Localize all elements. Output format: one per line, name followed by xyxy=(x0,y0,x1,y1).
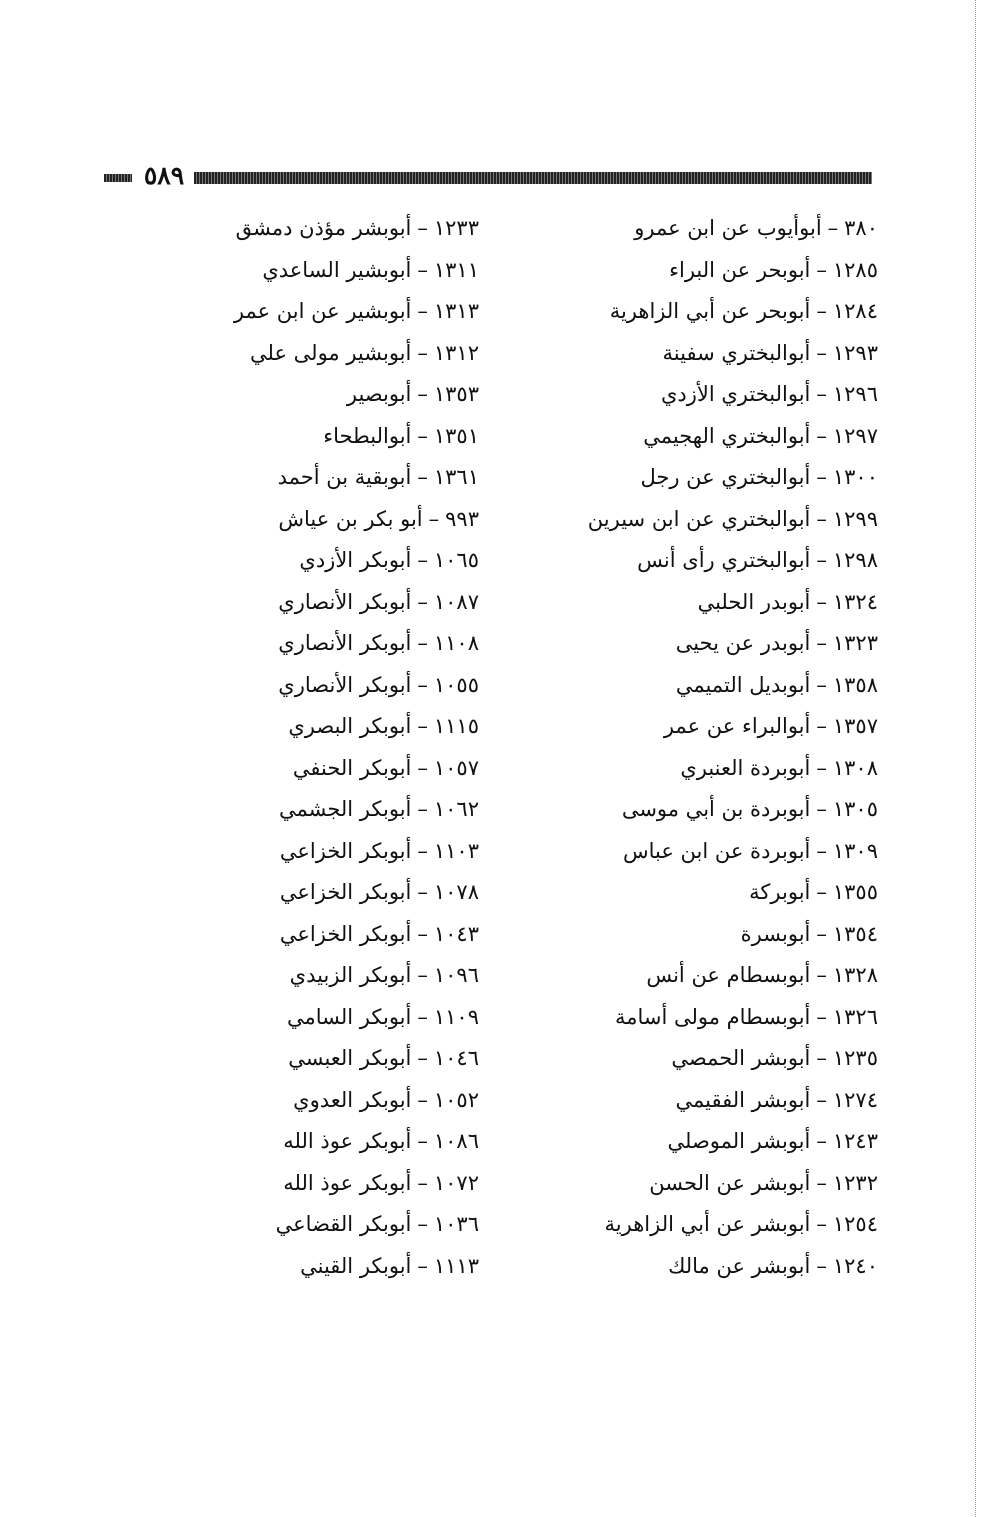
index-entry xyxy=(199,1080,479,1122)
entry-number: ١٠٥٥ xyxy=(433,672,479,697)
index-entry xyxy=(199,540,479,582)
index-entry xyxy=(199,1038,479,1080)
entry-number: ١٣٢٤ xyxy=(832,589,878,614)
entry-name: أبوبشر الموصلي xyxy=(667,1129,811,1153)
index-entry xyxy=(199,291,479,333)
entry-name: أبوالبختري سفينة xyxy=(662,340,811,365)
entry-number: ١٢٨٤ xyxy=(832,299,878,323)
entry-dash: – xyxy=(417,755,428,780)
entry-dash: – xyxy=(417,1170,428,1195)
index-entry xyxy=(578,706,878,748)
entry-number: ١٣٥١ xyxy=(433,423,479,448)
entry-name: أبوأيوب عن ابن عمرو xyxy=(634,216,822,240)
index-entry xyxy=(578,789,878,831)
entry-dash: – xyxy=(816,1212,827,1236)
entry-name: أبوبكر الجشمي xyxy=(278,797,412,821)
entry-dash: – xyxy=(816,921,827,946)
entry-name: أبوالبختري عن رجل xyxy=(640,465,811,489)
entry-number: ١٢٧٤ xyxy=(832,1087,878,1112)
index-entry xyxy=(199,623,479,665)
entry-number: ١٢٩٦ xyxy=(832,382,878,406)
index-entry xyxy=(578,208,878,250)
entry-number: ١٢٣٣ xyxy=(433,216,479,240)
entry-dash: – xyxy=(417,921,428,946)
entry-number: ١٠٥٢ xyxy=(433,1087,479,1112)
entry-name: أبوبشير الساعدي xyxy=(262,257,412,282)
entry-dash: – xyxy=(816,631,827,655)
index-entry xyxy=(199,333,479,375)
index-entry xyxy=(199,914,479,956)
entry-name: أبوبكر الزبيدي xyxy=(289,963,412,987)
entry-number: ١٠٧٢ xyxy=(433,1170,479,1195)
entry-dash: – xyxy=(417,880,428,904)
entry-number: ١٢٣٥ xyxy=(832,1046,878,1070)
entry-name: أبوبدر عن يحيى xyxy=(675,631,811,655)
entry-dash: – xyxy=(417,216,428,240)
index-entry xyxy=(578,582,878,624)
entry-number: ١١١٣ xyxy=(433,1253,479,1278)
index-entry xyxy=(578,914,878,956)
entry-number: ١٠٧٨ xyxy=(433,880,479,904)
index-entry xyxy=(578,416,878,458)
entry-name: أبوبركة xyxy=(749,880,811,904)
entry-name: أبوبشير عن ابن عمر xyxy=(233,299,412,323)
entry-name: أبوبقية بن أحمد xyxy=(277,465,412,489)
index-entry xyxy=(199,789,479,831)
entry-name: أبوبكر الأزدي xyxy=(299,548,412,572)
entry-dash: – xyxy=(816,880,827,904)
index-entry xyxy=(199,416,479,458)
entry-dash: – xyxy=(816,340,827,365)
entry-name: أبوبدر الحلبي xyxy=(697,589,811,614)
entry-dash: – xyxy=(816,589,827,614)
entry-name: أبوبحر عن أبي الزاهرية xyxy=(609,299,811,323)
entry-number: ١٣١١ xyxy=(433,257,479,282)
entry-name: أبوبسطام عن أنس xyxy=(646,963,811,987)
entry-dash: – xyxy=(417,797,428,821)
index-entry xyxy=(199,457,479,499)
index-entry xyxy=(199,872,479,914)
entry-number: ١٣٠٠ xyxy=(832,465,878,489)
entry-number: ١٣٥٨ xyxy=(832,672,878,697)
page-header xyxy=(104,161,872,191)
entry-dash: – xyxy=(417,299,428,323)
index-entry xyxy=(578,831,878,873)
index-entry xyxy=(199,1204,479,1246)
entry-name: أبوالبطحاء xyxy=(323,423,412,448)
entry-number: ١٣٥٣ xyxy=(433,382,479,406)
entry-number: ١٣٠٩ xyxy=(832,838,878,863)
entry-number: ٣٨٠ xyxy=(844,216,878,240)
entry-name: أبوبشر مؤذن دمشق xyxy=(235,216,412,240)
entry-dash: – xyxy=(417,1129,428,1153)
entry-number: ١١٠٨ xyxy=(433,631,479,655)
entry-dash: – xyxy=(417,423,428,448)
entry-dash: – xyxy=(417,548,428,572)
entry-dash: – xyxy=(417,1253,428,1278)
entry-name: أبوبسرة xyxy=(740,921,811,946)
header-rule xyxy=(194,172,872,184)
entry-name: أبوالبراء عن عمر xyxy=(663,714,811,738)
entry-name: أبوبكر الخزاعي xyxy=(279,921,412,946)
entry-number: ١١٠٣ xyxy=(433,838,479,863)
index-entry xyxy=(578,623,878,665)
entry-name: أبوبشر الفقيمي xyxy=(675,1087,811,1112)
index-entry xyxy=(578,250,878,292)
index-entry xyxy=(578,1080,878,1122)
entry-name: أبوبردة عن ابن عباس xyxy=(622,838,811,863)
index-entry xyxy=(578,1038,878,1080)
index-entry xyxy=(578,333,878,375)
entry-name: أبوبحر عن البراء xyxy=(669,257,811,282)
entry-name: أبوبكر عوذ الله xyxy=(283,1129,412,1153)
entry-dash: – xyxy=(417,1212,428,1236)
entry-number: ١٣٢٨ xyxy=(832,963,878,987)
entry-number: ١٣١٣ xyxy=(433,299,479,323)
entry-dash: – xyxy=(417,1046,428,1070)
page-number: ٥٨٩ xyxy=(143,161,185,190)
entry-name: أبوبشر عن أبي الزاهرية xyxy=(604,1212,811,1236)
entry-dash: – xyxy=(816,672,827,697)
entry-dash: – xyxy=(816,1129,827,1153)
entry-name: أبوبردة العنبري xyxy=(680,755,811,780)
index-entry xyxy=(578,1204,878,1246)
entry-dash: – xyxy=(827,216,839,240)
entry-dash: – xyxy=(816,506,827,531)
entry-name: أبوبكر الخزاعي xyxy=(279,880,412,904)
index-entry xyxy=(199,499,479,541)
entry-number: ١٠٣٦ xyxy=(433,1212,479,1236)
entry-number: ١٠٩٦ xyxy=(433,963,479,987)
entry-name: أبوبشير مولى علي xyxy=(250,340,412,365)
index-entry xyxy=(578,374,878,416)
entry-number: ١٢٤٠ xyxy=(832,1253,878,1278)
entry-name: أبو بكر بن عياش xyxy=(278,506,423,531)
index-entry xyxy=(578,872,878,914)
entry-number: ١٠٤٦ xyxy=(433,1046,479,1070)
index-entry xyxy=(578,540,878,582)
entry-number: ١٣٦١ xyxy=(433,465,479,489)
entry-number: ١٣٥٧ xyxy=(832,714,878,738)
index-entry xyxy=(199,748,479,790)
index-entry xyxy=(578,499,878,541)
entry-dash: – xyxy=(816,1087,827,1112)
entry-number: ١٠٦٥ xyxy=(433,548,479,572)
index-entry xyxy=(199,1121,479,1163)
entry-name: أبوبكر السامي xyxy=(287,1004,412,1029)
entry-number: ١٠٨٦ xyxy=(433,1129,479,1153)
entry-name: أبوبكر العبسي xyxy=(288,1046,412,1070)
entry-number: ١٠٤٣ xyxy=(433,921,479,946)
entry-number: ١٣٢٣ xyxy=(832,631,878,655)
entry-number: ١٢٩٨ xyxy=(832,548,878,572)
entry-name: أبوالبختري عن ابن سيرين xyxy=(587,506,811,531)
index-entry xyxy=(199,955,479,997)
entry-dash: – xyxy=(816,714,827,738)
header-rule-left xyxy=(104,174,132,182)
entry-dash: – xyxy=(816,1004,827,1029)
entry-name: أبوبصير xyxy=(346,382,412,406)
entry-dash: – xyxy=(816,797,827,821)
entry-dash: – xyxy=(816,548,827,572)
index-entry xyxy=(199,582,479,624)
index-entry xyxy=(578,955,878,997)
entry-number: ١٣٠٨ xyxy=(832,755,878,780)
entry-name: أبوبكر عوذ الله xyxy=(283,1170,412,1195)
page-edge-line xyxy=(975,0,976,1517)
entry-dash: – xyxy=(417,589,428,614)
index-entry xyxy=(578,665,878,707)
entry-dash: – xyxy=(417,714,428,738)
entry-name: أبوبكر الخزاعي xyxy=(279,838,412,863)
index-column-right xyxy=(578,208,878,1287)
entry-dash: – xyxy=(816,838,827,863)
entry-name: أبوبكر الأنصاري xyxy=(278,631,412,655)
entry-number: ١٢٨٥ xyxy=(832,257,878,282)
entry-number: ١٢٩٣ xyxy=(832,340,878,365)
entry-dash: – xyxy=(816,1046,827,1070)
entry-name: أبوبكر القضاعي xyxy=(275,1212,412,1236)
index-entry xyxy=(199,250,479,292)
entry-number: ١٠٨٧ xyxy=(433,589,479,614)
entry-dash: – xyxy=(816,382,827,406)
entry-dash: – xyxy=(417,257,428,282)
index-entry xyxy=(578,997,878,1039)
index-entry xyxy=(199,665,479,707)
entry-dash: – xyxy=(816,1253,827,1278)
index-entry xyxy=(578,1163,878,1205)
index-entry xyxy=(578,291,878,333)
entry-dash: – xyxy=(816,299,827,323)
entry-name: أبوالبختري رأى أنس xyxy=(637,548,811,572)
entry-number: ١٠٦٢ xyxy=(433,797,479,821)
entry-name: أبوبكر القيني xyxy=(300,1253,412,1278)
entry-dash: – xyxy=(816,963,827,987)
entry-dash: – xyxy=(417,465,428,489)
index-entry xyxy=(578,1246,878,1288)
entry-name: أبوالبختري الهجيمي xyxy=(643,423,811,448)
index-entry xyxy=(578,1121,878,1163)
index-entry xyxy=(199,1246,479,1288)
index-entry xyxy=(199,1163,479,1205)
index-column-left xyxy=(199,208,479,1287)
entry-name: أبوبردة بن أبي موسى xyxy=(621,797,811,821)
entry-number: ١٢٩٩ xyxy=(832,506,878,531)
entry-number: ١٢٣٢ xyxy=(832,1170,878,1195)
entry-dash: – xyxy=(816,257,827,282)
entry-number: ١٣٥٤ xyxy=(832,921,878,946)
entry-name: أبوبكر الحنفي xyxy=(292,755,412,780)
entry-number: ١١١٥ xyxy=(433,714,479,738)
entry-dash: – xyxy=(417,340,428,365)
entry-name: أبوبكر الأنصاري xyxy=(278,589,412,614)
entry-name: أبوبشر عن الحسن xyxy=(649,1170,811,1195)
entry-number: ١١٠٩ xyxy=(433,1004,479,1029)
entry-dash: – xyxy=(417,1004,428,1029)
entry-dash: – xyxy=(816,1170,827,1195)
index-entry xyxy=(578,748,878,790)
entry-dash: – xyxy=(816,755,827,780)
index-entry xyxy=(578,457,878,499)
entry-number: ١٢٤٣ xyxy=(832,1129,878,1153)
entry-dash: – xyxy=(816,465,827,489)
entry-name: أبوبكر البصري xyxy=(288,714,412,738)
entry-number: ١٣٠٥ xyxy=(832,797,878,821)
entry-number: ١٠٥٧ xyxy=(433,755,479,780)
index-entry xyxy=(199,831,479,873)
entry-name: أبوالبختري الأزدي xyxy=(660,382,811,406)
entry-number: ١٢٩٧ xyxy=(832,423,878,448)
entry-dash: – xyxy=(417,382,428,406)
entry-number: ١٣١٢ xyxy=(433,340,479,365)
entry-dash: – xyxy=(417,672,428,697)
entry-name: أبوبديل التميمي xyxy=(675,672,811,697)
index-entry xyxy=(199,706,479,748)
index-entry xyxy=(199,374,479,416)
entry-number: ٩٩٣ xyxy=(445,506,479,531)
index-entry xyxy=(199,208,479,250)
entry-dash: – xyxy=(816,423,827,448)
entry-number: ١٣٥٥ xyxy=(832,880,878,904)
entry-name: أبوبشر عن مالك xyxy=(668,1253,811,1278)
entry-name: أبوبكر العدوي xyxy=(293,1087,412,1112)
entry-dash: – xyxy=(417,631,428,655)
entry-name: أبوبشر الحمصي xyxy=(671,1046,811,1070)
entry-number: ١٣٢٦ xyxy=(832,1004,878,1029)
entry-name: أبوبسطام مولى أسامة xyxy=(614,1004,811,1029)
entry-number: ١٢٥٤ xyxy=(832,1212,878,1236)
entry-dash: – xyxy=(417,838,428,863)
entry-dash: – xyxy=(417,1087,428,1112)
entry-dash: – xyxy=(428,506,440,531)
entry-dash: – xyxy=(417,963,428,987)
index-entry xyxy=(199,997,479,1039)
entry-name: أبوبكر الأنصاري xyxy=(278,672,412,697)
